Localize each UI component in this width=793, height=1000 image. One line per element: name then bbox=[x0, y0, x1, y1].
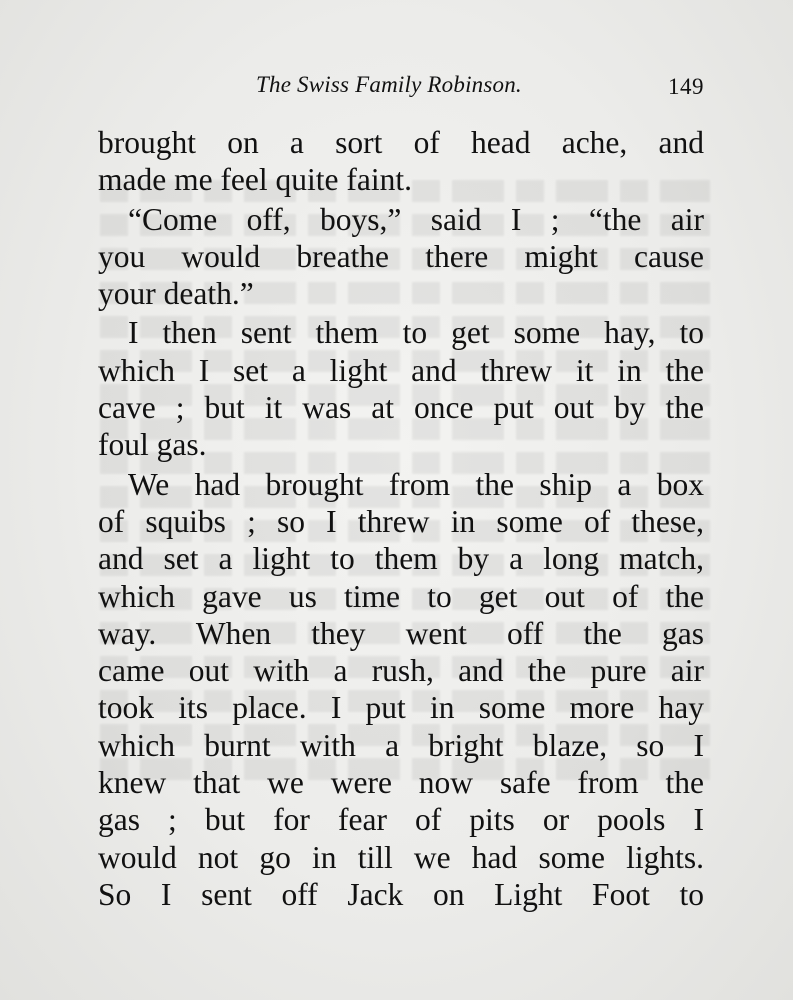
text-line: which gave us time to get out of the bbox=[98, 578, 704, 614]
text-line: cave ; but it was at once put out by the bbox=[98, 390, 704, 426]
running-title: The Swiss Family Robinson. bbox=[256, 72, 522, 97]
text-line: I then sent them to get some hay, to bbox=[128, 315, 704, 351]
text-line: So I sent off Jack on Light Foot to bbox=[98, 876, 704, 912]
text-line: would not go in till we had some lights. bbox=[98, 839, 704, 875]
text-line: you would breathe there might cause bbox=[98, 238, 704, 274]
text-line: gas ; but for fear of pits or pools I bbox=[98, 802, 704, 838]
text-line: foul gas. bbox=[98, 427, 207, 463]
page-header bbox=[98, 72, 704, 106]
text-line: and set a light to them by a long match, bbox=[98, 541, 704, 577]
page-text bbox=[98, 124, 704, 913]
text-line: came out with a rush, and the pure air bbox=[98, 653, 704, 689]
text-line: way. When they went off the gas bbox=[98, 615, 704, 651]
text-line: your death.” bbox=[98, 276, 254, 312]
page-number: 149 bbox=[668, 74, 704, 99]
text-line: “Come off, boys,” said I ; “the air bbox=[128, 201, 704, 237]
text-line: made me feel quite faint. bbox=[98, 162, 412, 198]
text-line: which I set a light and threw it in the bbox=[98, 352, 704, 388]
text-line: which burnt with a bright blaze, so I bbox=[98, 727, 704, 763]
text-line: brought on a sort of head ache, and bbox=[98, 125, 704, 160]
text-line: knew that we were now safe from the bbox=[98, 765, 704, 801]
text-line: took its place. I put in some more hay bbox=[98, 690, 704, 726]
text-line: of squibs ; so I threw in some of these, bbox=[98, 503, 704, 539]
text-line: We had brought from the ship a box bbox=[128, 466, 704, 502]
